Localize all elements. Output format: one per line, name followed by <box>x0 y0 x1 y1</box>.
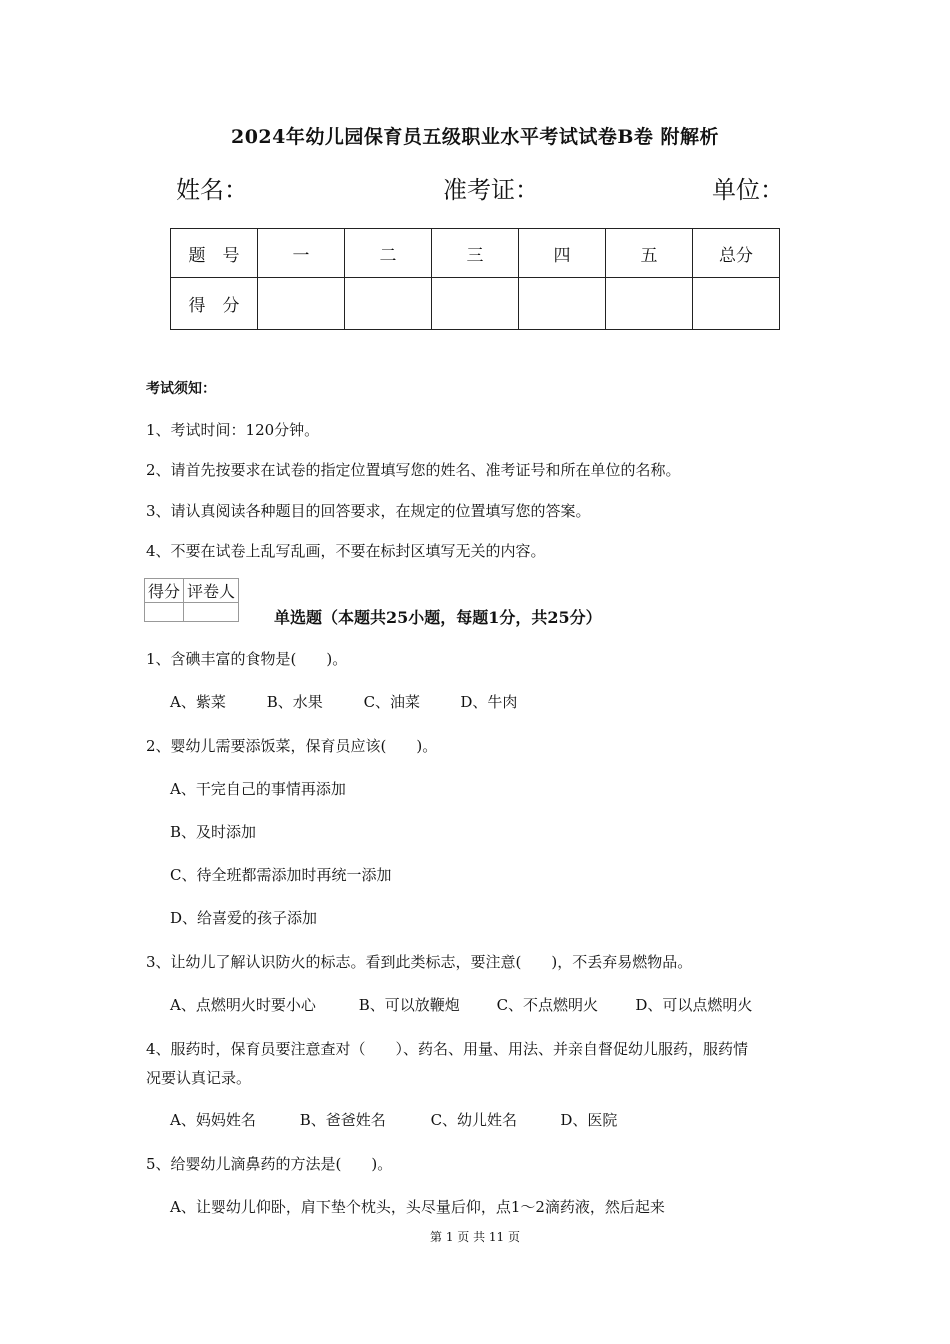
question-options <box>170 691 517 712</box>
option[interactable]: C、幼儿姓名 <box>430 1111 518 1129</box>
grader-name-label: 评卷人 <box>184 579 239 603</box>
score-input-cell[interactable] <box>606 278 693 330</box>
option[interactable]: B、及时添加 <box>170 823 257 841</box>
option[interactable]: B、可以放鞭炮 <box>358 996 460 1014</box>
option[interactable]: A、干完自己的事情再添加 <box>170 780 346 798</box>
score-header-cell: 一 <box>258 229 345 278</box>
option[interactable]: B、爸爸姓名 <box>299 1111 386 1129</box>
score-row-label: 得 分 <box>171 278 258 330</box>
name-label: 姓名： <box>176 176 248 204</box>
notice-item: 4、不要在试卷上乱写乱画，不要在标封区填写无关的内容。 <box>146 542 546 560</box>
option[interactable]: C、待全班都需添加时再统一添加 <box>170 866 392 884</box>
score-header-cell: 四 <box>519 229 606 278</box>
page-title: 2024年幼儿园保育员五级职业水平考试试卷B卷 附解析 <box>230 126 720 148</box>
question-stem-continued: 况要认真记录。 <box>146 1069 252 1087</box>
notice-title: 考试须知： <box>146 381 216 397</box>
question-stem: 5、给婴幼儿滴鼻药的方法是( )。 <box>146 1155 393 1173</box>
score-input-cell[interactable] <box>519 278 606 330</box>
score-header-cell: 三 <box>432 229 519 278</box>
option[interactable]: A、紫菜 <box>170 693 226 711</box>
score-input-cell[interactable] <box>432 278 519 330</box>
option[interactable]: D、可以点燃明火 <box>635 996 753 1014</box>
question-stem: 3、让幼儿了解认识防火的标志。看到此类标志，要注意( )，不丢弃易燃物品。 <box>146 953 693 971</box>
grader-name-cell[interactable] <box>184 603 239 622</box>
score-header-cell: 题 号 <box>171 229 258 278</box>
unit-label: 单位： <box>712 176 784 204</box>
option[interactable]: D、牛肉 <box>460 693 518 711</box>
question-options <box>170 994 752 1015</box>
exam-id-label: 准考证： <box>443 176 539 204</box>
score-table-score-row <box>171 278 780 330</box>
page-footer: 第 1 页 共 11 页 <box>430 1230 520 1244</box>
question-stem: 2、婴幼儿需要添饭菜，保育员应该( )。 <box>146 737 438 755</box>
grader-score-cell[interactable] <box>145 603 184 622</box>
grader-score-label: 得分 <box>145 579 184 603</box>
option[interactable]: B、水果 <box>266 693 323 711</box>
score-table-header-row <box>171 229 780 278</box>
section-title: 单选题（本题共25小题，每题1分，共25分） <box>274 608 602 627</box>
question-stem: 1、含碘丰富的食物是( )。 <box>146 650 348 668</box>
score-table <box>170 228 780 330</box>
notice-item: 1、考试时间：120分钟。 <box>146 421 320 439</box>
score-input-cell[interactable] <box>693 278 780 330</box>
score-header-cell: 总分 <box>693 229 780 278</box>
notice-item: 2、请首先按要求在试卷的指定位置填写您的姓名、准考证号和所在单位的名称。 <box>146 461 681 479</box>
option[interactable]: A、妈妈姓名 <box>170 1111 256 1129</box>
score-header-cell: 五 <box>606 229 693 278</box>
grader-box <box>144 578 239 622</box>
option[interactable]: C、不点燃明火 <box>496 996 599 1014</box>
score-input-cell[interactable] <box>345 278 432 330</box>
notice-item: 3、请认真阅读各种题目的回答要求，在规定的位置填写您的答案。 <box>146 502 591 520</box>
option[interactable]: D、给喜爱的孩子添加 <box>170 909 318 927</box>
question-options <box>170 1109 617 1130</box>
option[interactable]: A、点燃明火时要小心 <box>170 996 316 1014</box>
score-header-cell: 二 <box>345 229 432 278</box>
question-stem: 4、服药时，保育员要注意查对（ ）、药名、用量、用法、并亲自督促幼儿服药，服药情 <box>146 1040 749 1058</box>
score-input-cell[interactable] <box>258 278 345 330</box>
option[interactable]: D、医院 <box>560 1111 618 1129</box>
option[interactable]: C、油菜 <box>363 693 421 711</box>
option[interactable]: A、让婴幼儿仰卧，肩下垫个枕头，头尽量后仰，点1～2滴药液，然后起来 <box>170 1198 665 1216</box>
